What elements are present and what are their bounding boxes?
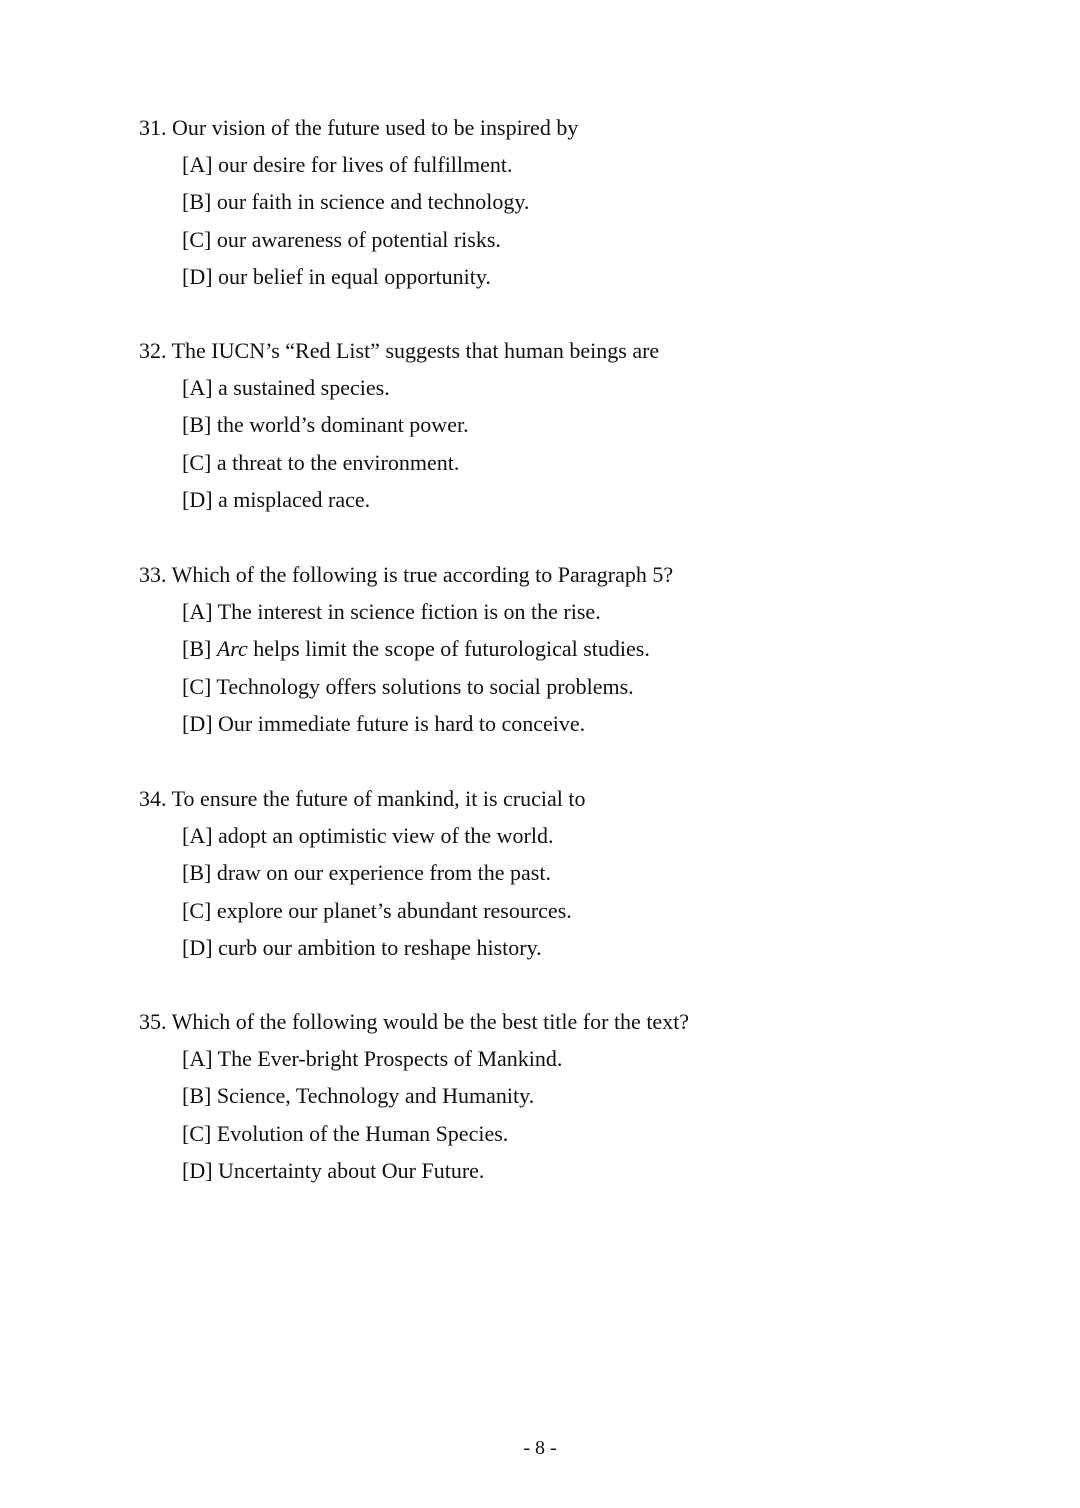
option-list [139,369,979,518]
option-list [139,593,979,742]
question-stem: 31. Our vision of the future used to be inspired by [139,115,579,140]
option-c: [C] our awareness of potential risks. [182,226,501,252]
option-a: [A] adopt an optimistic view of the world. [182,823,554,848]
question-31 [139,109,979,295]
option-b: [B] Science, Technology and Humanity. [182,1083,535,1109]
option-c: [C] Evolution of the Human Species. [182,1120,509,1146]
option-c: [C] explore our planet’s abundant resources. [182,897,572,923]
option-b-prefix: [B] [182,636,217,662]
option-d: [D] Uncertainty about Our Future. [182,1157,485,1183]
option-c: [C] Technology offers solutions to social problems. [182,673,634,699]
question-33 [139,556,979,742]
question-stem: 35. Which of the following would be the best title for the text? [139,1009,690,1034]
option-a: [A] The Ever-bright Prospects of Mankind. [182,1046,563,1071]
question-stem: 34. To ensure the future of mankind, it is crucial to [139,786,586,811]
question-32 [139,332,979,518]
option-a: [A] our desire for lives of fulfillment. [182,152,513,177]
option-list [139,817,979,966]
option-list [139,1040,979,1189]
option-d: [D] curb our ambition to reshape history. [182,934,542,960]
page-number: - 8 - [523,1437,557,1459]
option-a: [A] The interest in science fiction is on the rise. [182,599,601,624]
option-a: [A] a sustained species. [182,375,390,400]
option-c: [C] a threat to the environment. [182,449,460,475]
option-b-rest: helps limit the scope of futurological studies. [247,636,650,662]
option-d: [D] Our immediate future is hard to conceive. [182,710,586,736]
option-list [139,146,979,295]
option-b: [B] our faith in science and technology. [182,189,530,215]
option-d: [D] our belief in equal opportunity. [182,263,491,289]
option-b [139,630,979,667]
question-35 [139,1003,979,1189]
option-b: [B] the world’s dominant power. [182,412,469,438]
question-34 [139,780,979,966]
option-b-italic-title: Arc [216,636,248,662]
option-b: [B] draw on our experience from the past. [182,860,551,886]
question-stem: 32. The IUCN’s “Red List” suggests that human beings are [139,338,660,363]
question-stem: 33. Which of the following is true according to Paragraph 5? [139,562,674,587]
option-d: [D] a misplaced race. [182,486,371,512]
